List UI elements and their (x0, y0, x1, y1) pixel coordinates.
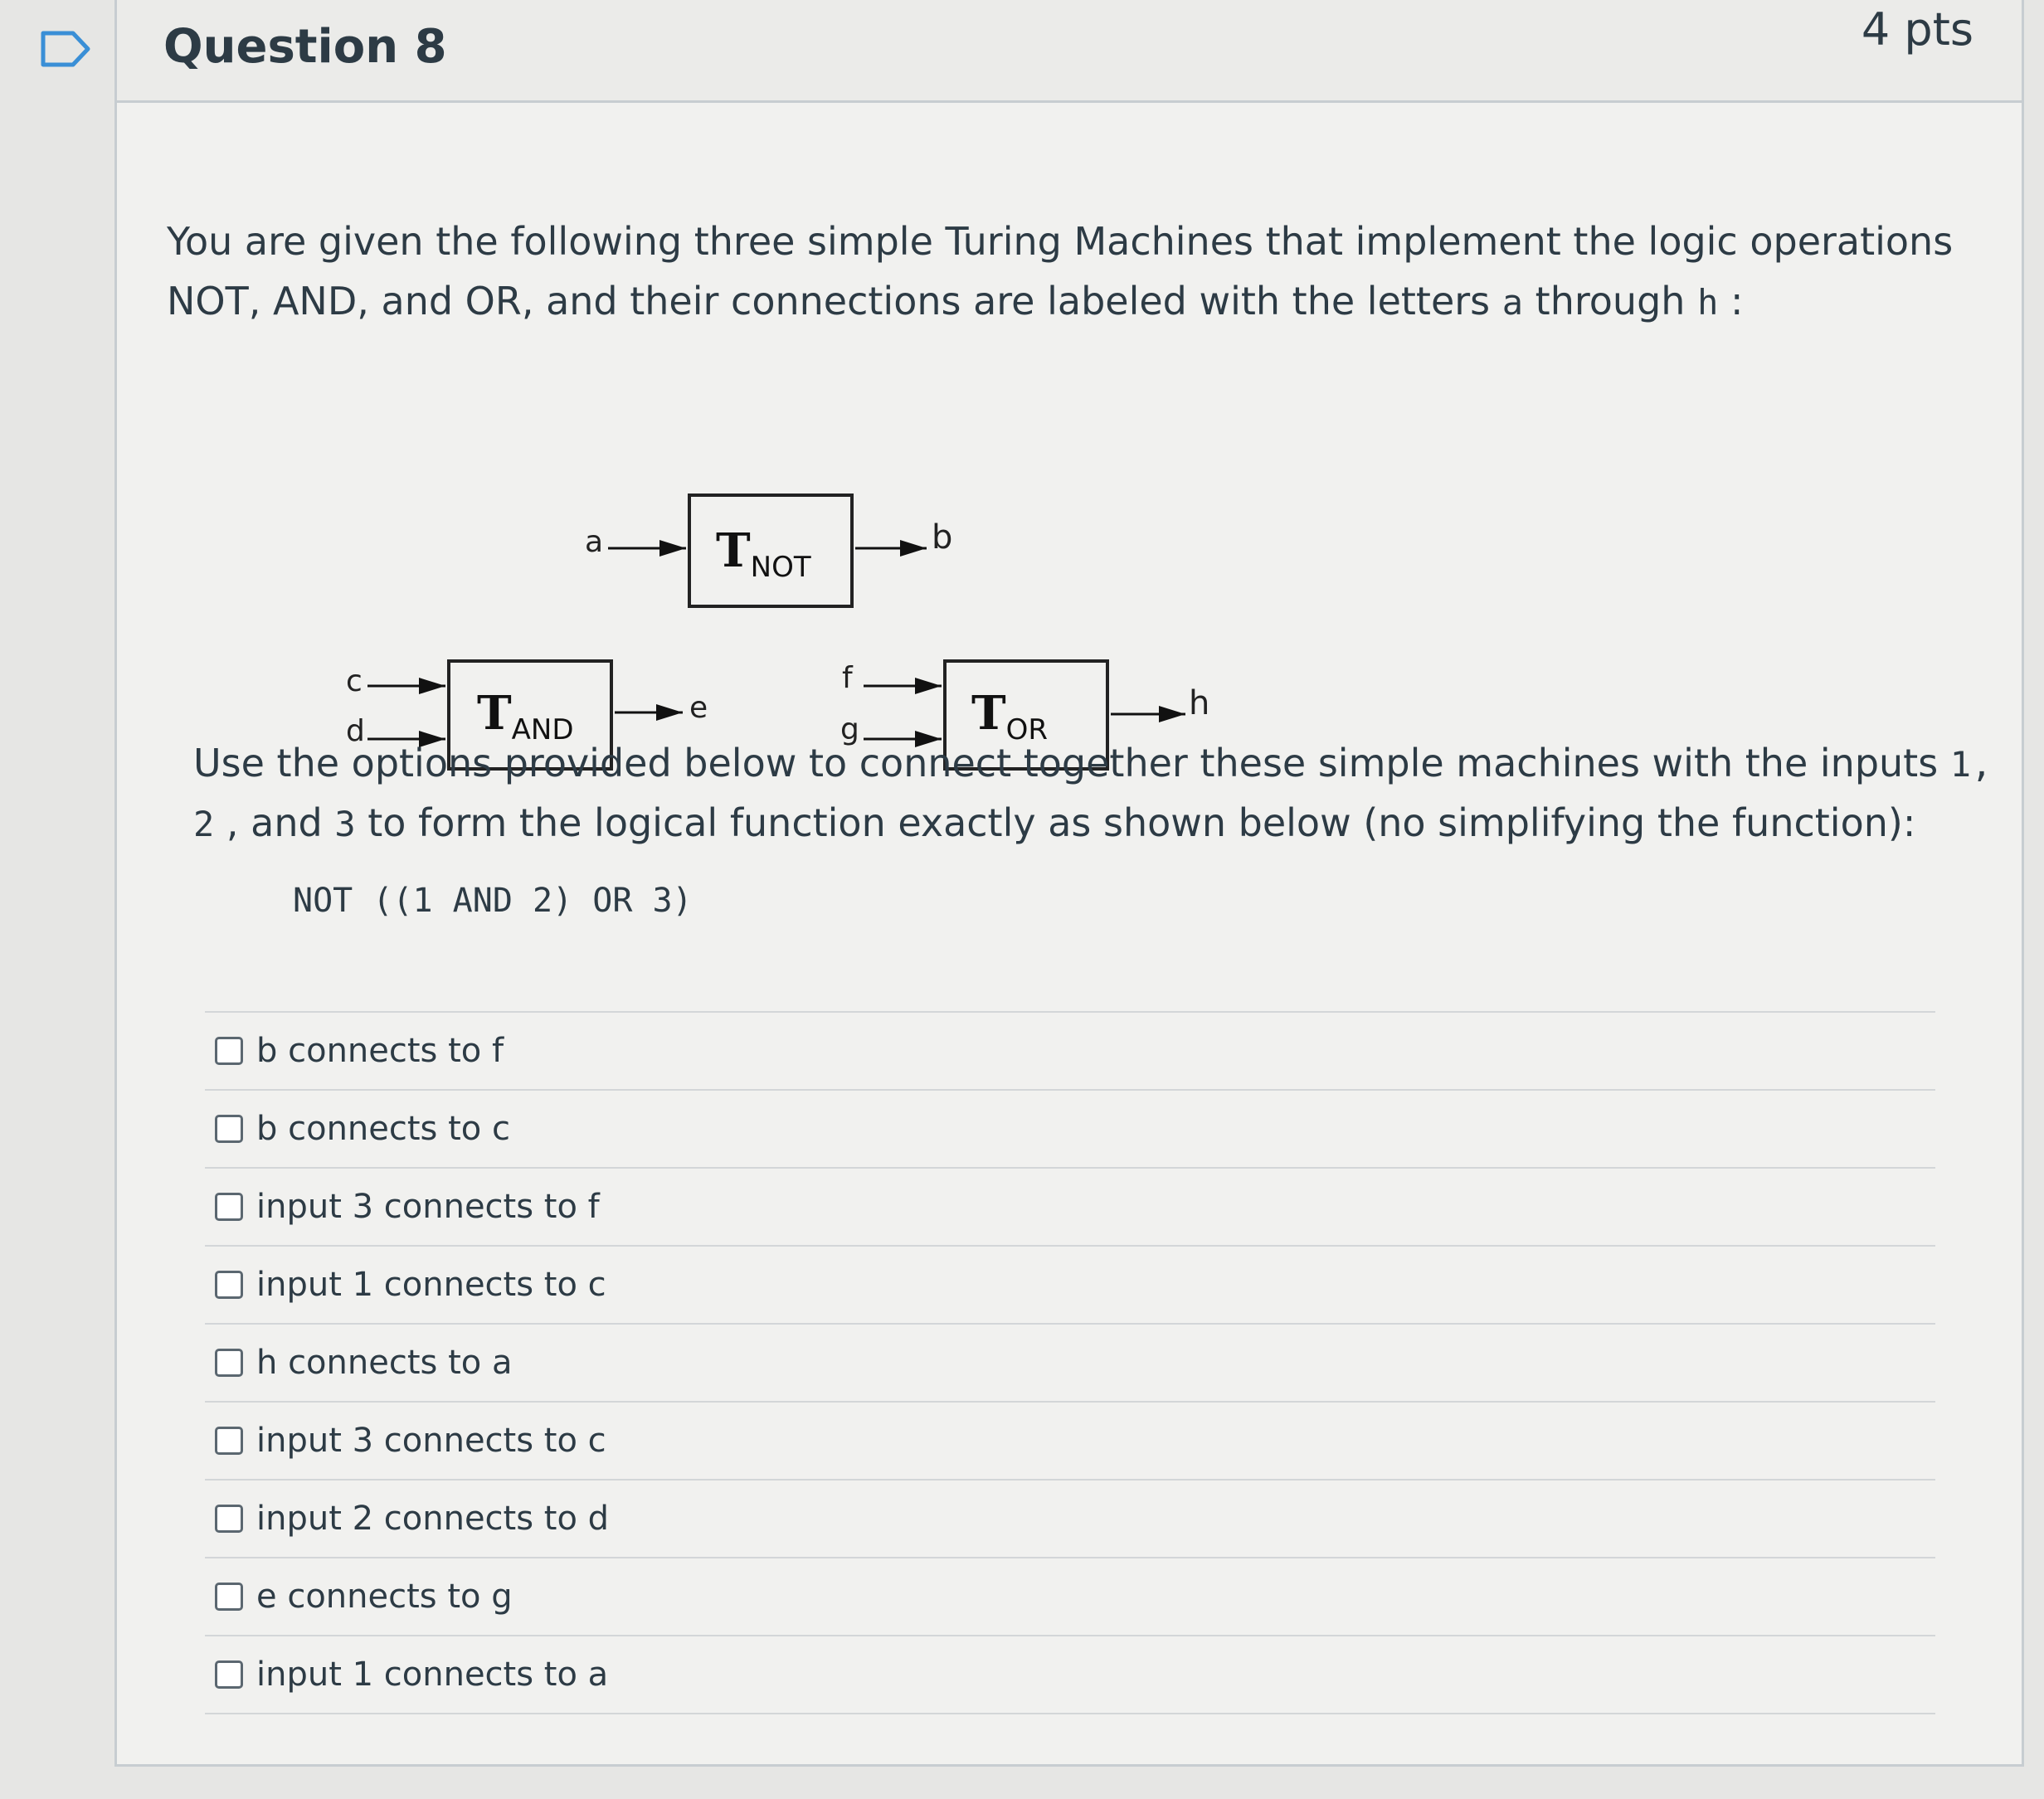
instructions-text-and: , and (214, 800, 335, 845)
instructions-text-after: to form the logical function exactly as shown below (no simplifying the function): (355, 800, 1916, 845)
intro-text: You are given the following three simple Turing Machines that implement the logic operations NOT, AND, and OR, and their connections are labeled with the letters (167, 219, 1954, 323)
and-machine-label: $T_{AND}$ (477, 686, 574, 746)
logic-formula: NOT ((1 AND 2) OR 3) (293, 882, 693, 920)
answer-option[interactable] (205, 1169, 1935, 1247)
connection-label-e: e (689, 691, 708, 725)
answer-checkbox[interactable] (215, 1660, 243, 1689)
connection-label-b: b (932, 518, 953, 557)
answer-label: e connects to g (256, 1578, 513, 1616)
answer-checkbox[interactable] (215, 1427, 243, 1455)
intro-text-end: : (1718, 279, 1744, 323)
answer-checkbox[interactable] (215, 1193, 243, 1221)
answer-label: b connects to c (256, 1110, 510, 1148)
instructions-input-3: 3 (334, 804, 356, 844)
instructions-inputs: 1, 2 (193, 744, 1993, 844)
instructions-text: Use the options provided below to connect together these simple machines with the inputs (193, 741, 1950, 785)
answer-option[interactable] (205, 1013, 1935, 1091)
question-points: 4 pts (1861, 3, 1973, 56)
answer-label: input 2 connects to d (256, 1500, 610, 1538)
or-machine-label: $T_{OR}$ (971, 686, 1049, 746)
question-header (117, 0, 2022, 103)
answer-option[interactable] (205, 1481, 1935, 1558)
answer-options (205, 1011, 1935, 1714)
connection-label-d: d (346, 714, 365, 748)
answer-label: h connects to a (256, 1344, 513, 1382)
answer-label: b connects to f (256, 1032, 504, 1070)
question-body (117, 105, 2022, 1767)
answer-label: input 1 connects to a (256, 1656, 609, 1694)
answer-checkbox[interactable] (215, 1037, 243, 1065)
connection-label-g: g (840, 712, 859, 746)
connection-label-a: a (585, 525, 604, 559)
intro-letter-a: a (1501, 282, 1524, 323)
not-machine (585, 495, 952, 606)
intro-letter-h: h (1697, 282, 1719, 323)
question-card (114, 0, 2024, 1767)
connection-label-f: f (842, 661, 853, 695)
answer-checkbox[interactable] (215, 1115, 243, 1143)
answer-label: input 3 connects to c (256, 1422, 606, 1460)
question-intro (167, 212, 1992, 333)
answer-checkbox[interactable] (215, 1271, 243, 1299)
answer-option[interactable] (205, 1403, 1935, 1481)
connection-label-h: h (1189, 684, 1210, 722)
answer-checkbox[interactable] (215, 1349, 243, 1377)
flag-question-icon[interactable] (40, 30, 91, 68)
intro-text-through: through (1523, 279, 1698, 323)
answer-option[interactable] (205, 1558, 1935, 1636)
answer-option[interactable] (205, 1247, 1935, 1325)
answer-checkbox[interactable] (215, 1583, 243, 1611)
answer-option[interactable] (205, 1091, 1935, 1169)
answer-option[interactable] (205, 1636, 1935, 1714)
answer-label: input 3 connects to f (256, 1188, 600, 1226)
question-title: Question 8 (163, 20, 447, 74)
not-machine-label: $T_{NOT}$ (716, 523, 811, 584)
connection-label-c: c (346, 664, 363, 698)
question-instructions (193, 734, 2018, 853)
answer-checkbox[interactable] (215, 1505, 243, 1533)
answer-option[interactable] (205, 1325, 1935, 1403)
answer-label: input 1 connects to c (256, 1266, 606, 1304)
